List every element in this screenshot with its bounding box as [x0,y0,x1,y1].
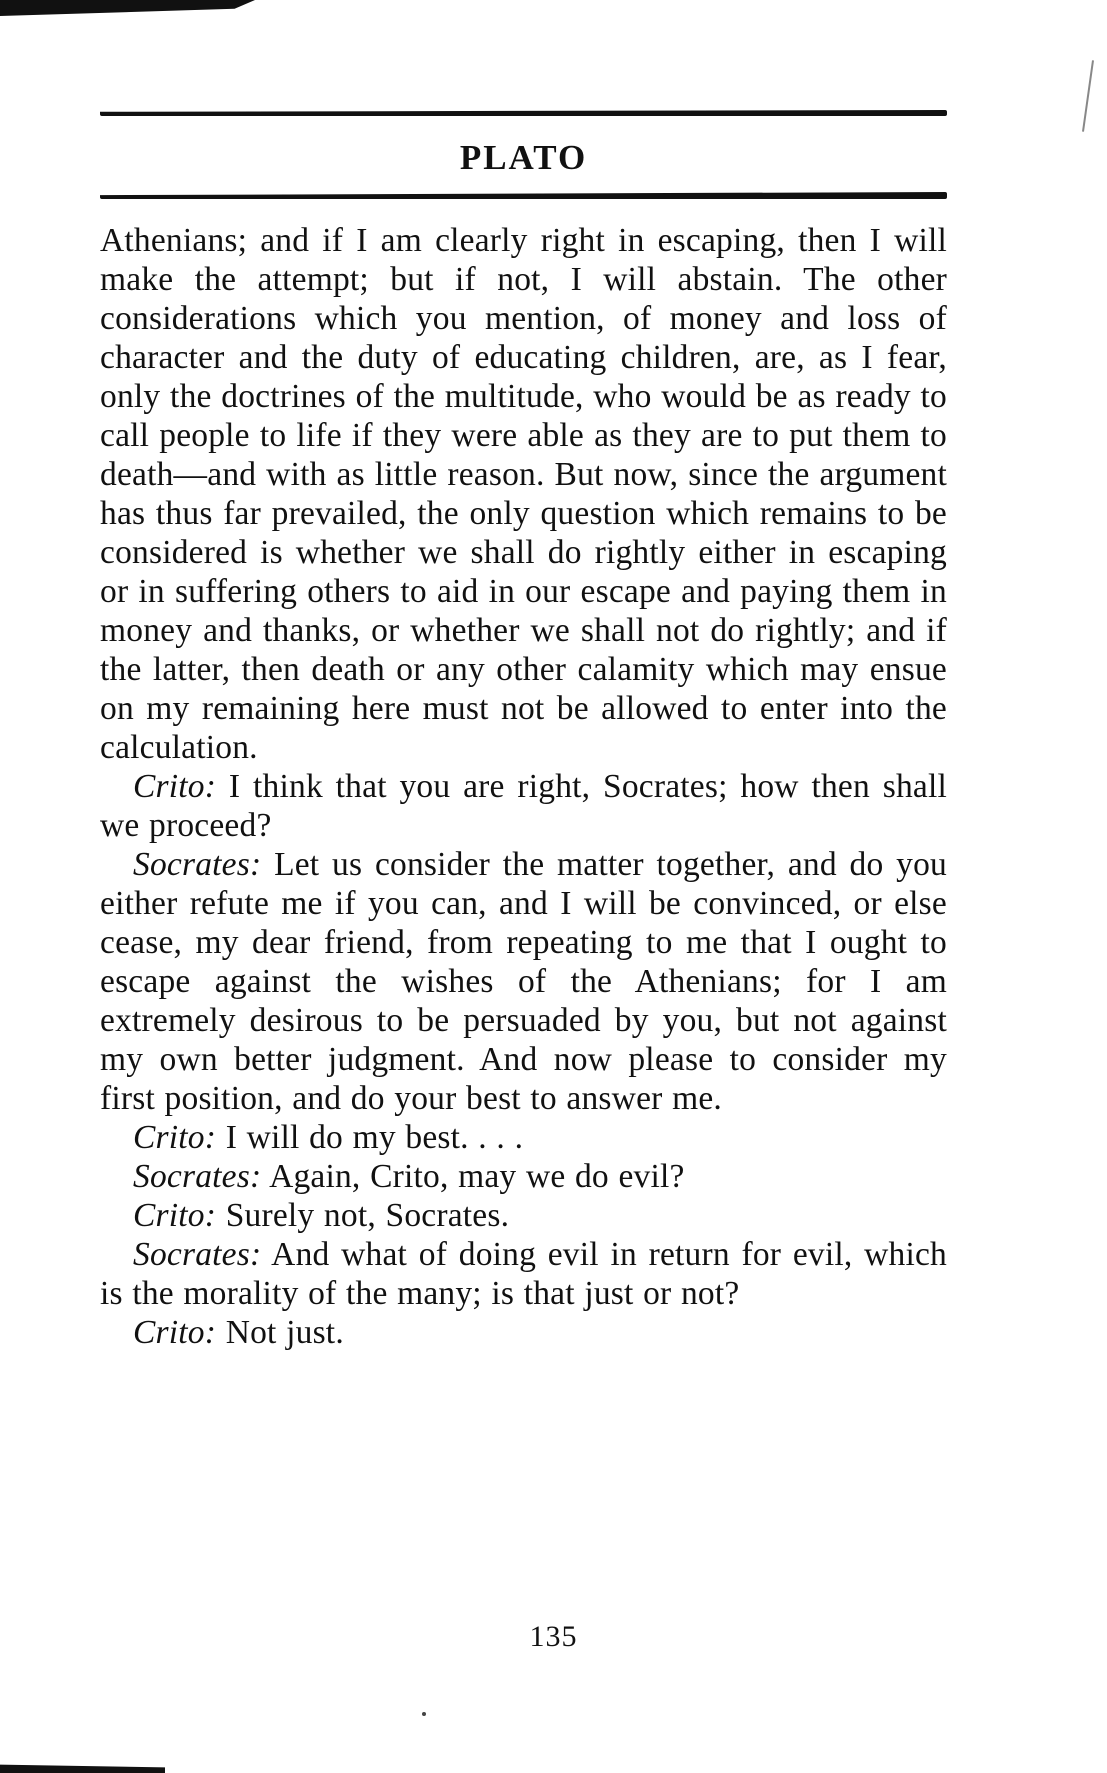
dialogue-text: Surely not, Socrates. [225,1197,510,1234]
dialogue-line [100,1157,947,1196]
speaker-label: Crito: [133,1197,217,1234]
speaker-label: Socrates: [133,846,262,883]
header-rule-bottom [100,192,947,199]
speaker-label: Crito: [133,1314,217,1351]
dialogue-text: Again, Crito, may we do evil? [269,1158,685,1195]
speaker-label: Socrates: [133,1236,262,1273]
page-number: 135 [529,1620,578,1653]
dialogue-line [100,1196,947,1235]
dialogue-text: Not just. [225,1314,344,1351]
body-text [100,221,947,1352]
dialogue-line [100,1313,947,1352]
speaker-label: Crito: [133,1119,217,1156]
margin-pencil-mark [1082,60,1094,132]
scan-edge-mark-bottom [0,1759,165,1773]
speaker-label: Crito: [133,768,217,805]
speaker-label: Socrates: [133,1158,262,1195]
dialogue-line [100,845,947,1118]
dialogue-text: And what of doing evil in return for evil, which is the morality of the many; is that just or not? [100,1236,947,1312]
paragraph-text: Athenians; and if I am clearly right in escaping, then I will make the attempt; but if not, I will abstain. The other considerations which you mention, of money and loss of character and the duty of educating children, are, as I fear, only the doctrines of the multitude, who would be as ready to call people to life if they were able as they are to put them to death—and with as little reason. But now, since the argument has thus far prevailed, the only question which remains to be considered is whether we shall do rightly either in escaping or in suffering others to aid in our escape and paying them in money and thanks, or whether we shall not do rightly; and if the latter, then death or any other calamity which may ensue on my remaining here must not be allowed to enter into the calculation. [100,222,947,766]
header-rule-top [100,110,947,116]
scan-edge-mark-top [0,0,255,16]
dialogue-line [100,1235,947,1313]
paragraph [100,221,947,767]
dialogue-text: I will do my best. . . . [225,1119,524,1156]
dialogue-line [100,767,947,845]
scan-speck [422,1712,426,1716]
book-page [100,110,947,1352]
running-head: PLATO [459,138,588,177]
dialogue-line [100,1118,947,1157]
dialogue-text: I think that you are right, Socrates; how then shall we proceed? [100,768,947,844]
dialogue-text: Let us consider the matter together, and do you either refute me if you can, and I will be convinced, or else cease, my dear friend, from repeating to me that I ought to escape against the wishes of the Athenians; for I am extremely desirous to be persuaded by you, but not against my own better judgment. And now please to consider my first position, and do your best to answer me. [100,846,948,1117]
